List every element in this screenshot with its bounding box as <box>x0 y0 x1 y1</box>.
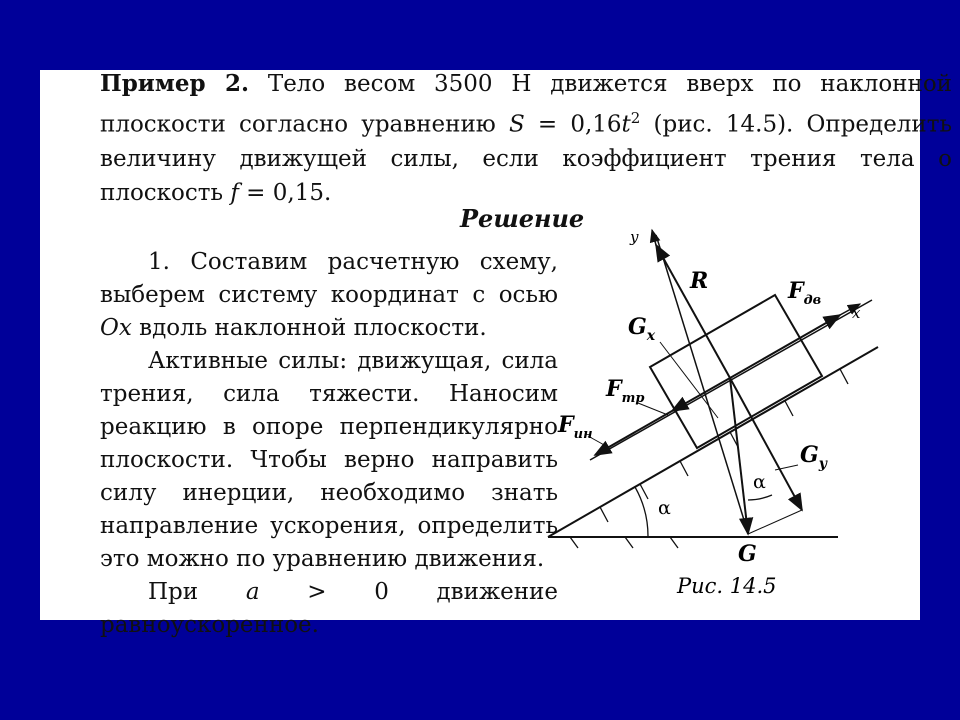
gravity-x-guide <box>748 510 802 534</box>
solution-paragraph-2: Активные силы: движущая, сила трения, сила тяжести. Наносим реакцию в опоре перпендикулярно плоскости. Чтобы верно направить силу инерции, необходимо знать направление ускорения, определить это можно по уравнению движения. <box>100 348 558 572</box>
inertia-force-arrow <box>595 411 672 455</box>
equation-exponent: 2 <box>630 109 641 127</box>
label-alpha-incline: α <box>658 497 671 519</box>
driving-force-arrow <box>730 315 840 378</box>
label-r: R <box>690 268 709 294</box>
inclined-plane-diagram <box>40 70 920 620</box>
solution-p3-text: При <box>148 579 246 605</box>
label-f-in: $F_{ин}$ <box>558 412 593 442</box>
label-f-dv: $F_{дв}$ <box>788 278 822 308</box>
friction-value: = 0,15. <box>238 179 332 206</box>
label-x: x <box>852 304 861 322</box>
label-f-tr: $F_{тр}$ <box>606 376 645 406</box>
friction-symbol: f <box>230 179 239 206</box>
example-label: Пример 2. <box>100 70 250 97</box>
label-gx: $G_x$ <box>628 314 656 344</box>
figure-caption: Рис. 14.5 <box>677 574 777 598</box>
gravity-x-leader <box>660 342 718 418</box>
gravity-arrow <box>730 378 748 534</box>
slide-content <box>40 70 952 638</box>
label-gy: $G_y$ <box>800 442 827 472</box>
axis-symbol-ox: Ox <box>100 315 132 341</box>
solution-heading: Решение <box>460 204 585 233</box>
equation-symbol-s: S <box>508 111 525 138</box>
solution-p3-text-end: > 0 движение равноускоренное. <box>100 579 558 638</box>
problem-text-2: (рис. 14.5). Определить величину движущей силы, если коэффициент трения тела о плоскость <box>100 111 952 206</box>
label-alpha-gravity: α <box>753 471 766 493</box>
alpha-arc-gravity <box>748 495 772 500</box>
acceleration-symbol: a <box>245 579 260 605</box>
label-y: y <box>630 228 639 246</box>
y-axis-top-arrow <box>652 230 656 245</box>
equation-symbol-t: t <box>621 111 631 138</box>
equation-coefficient: = 0,16 <box>524 111 622 138</box>
problem-text-1: Тело весом 3500 Н движется вверх по наклонной плоскости согласно уравнению <box>100 71 952 138</box>
solution-p1-text: 1. Составим расчетную схему, выберем систему координат с осью <box>100 249 558 308</box>
label-g: G <box>738 541 757 567</box>
solution-p1-text-end: вдоль наклонной плоскости. <box>131 315 487 341</box>
incline-line <box>548 347 878 537</box>
